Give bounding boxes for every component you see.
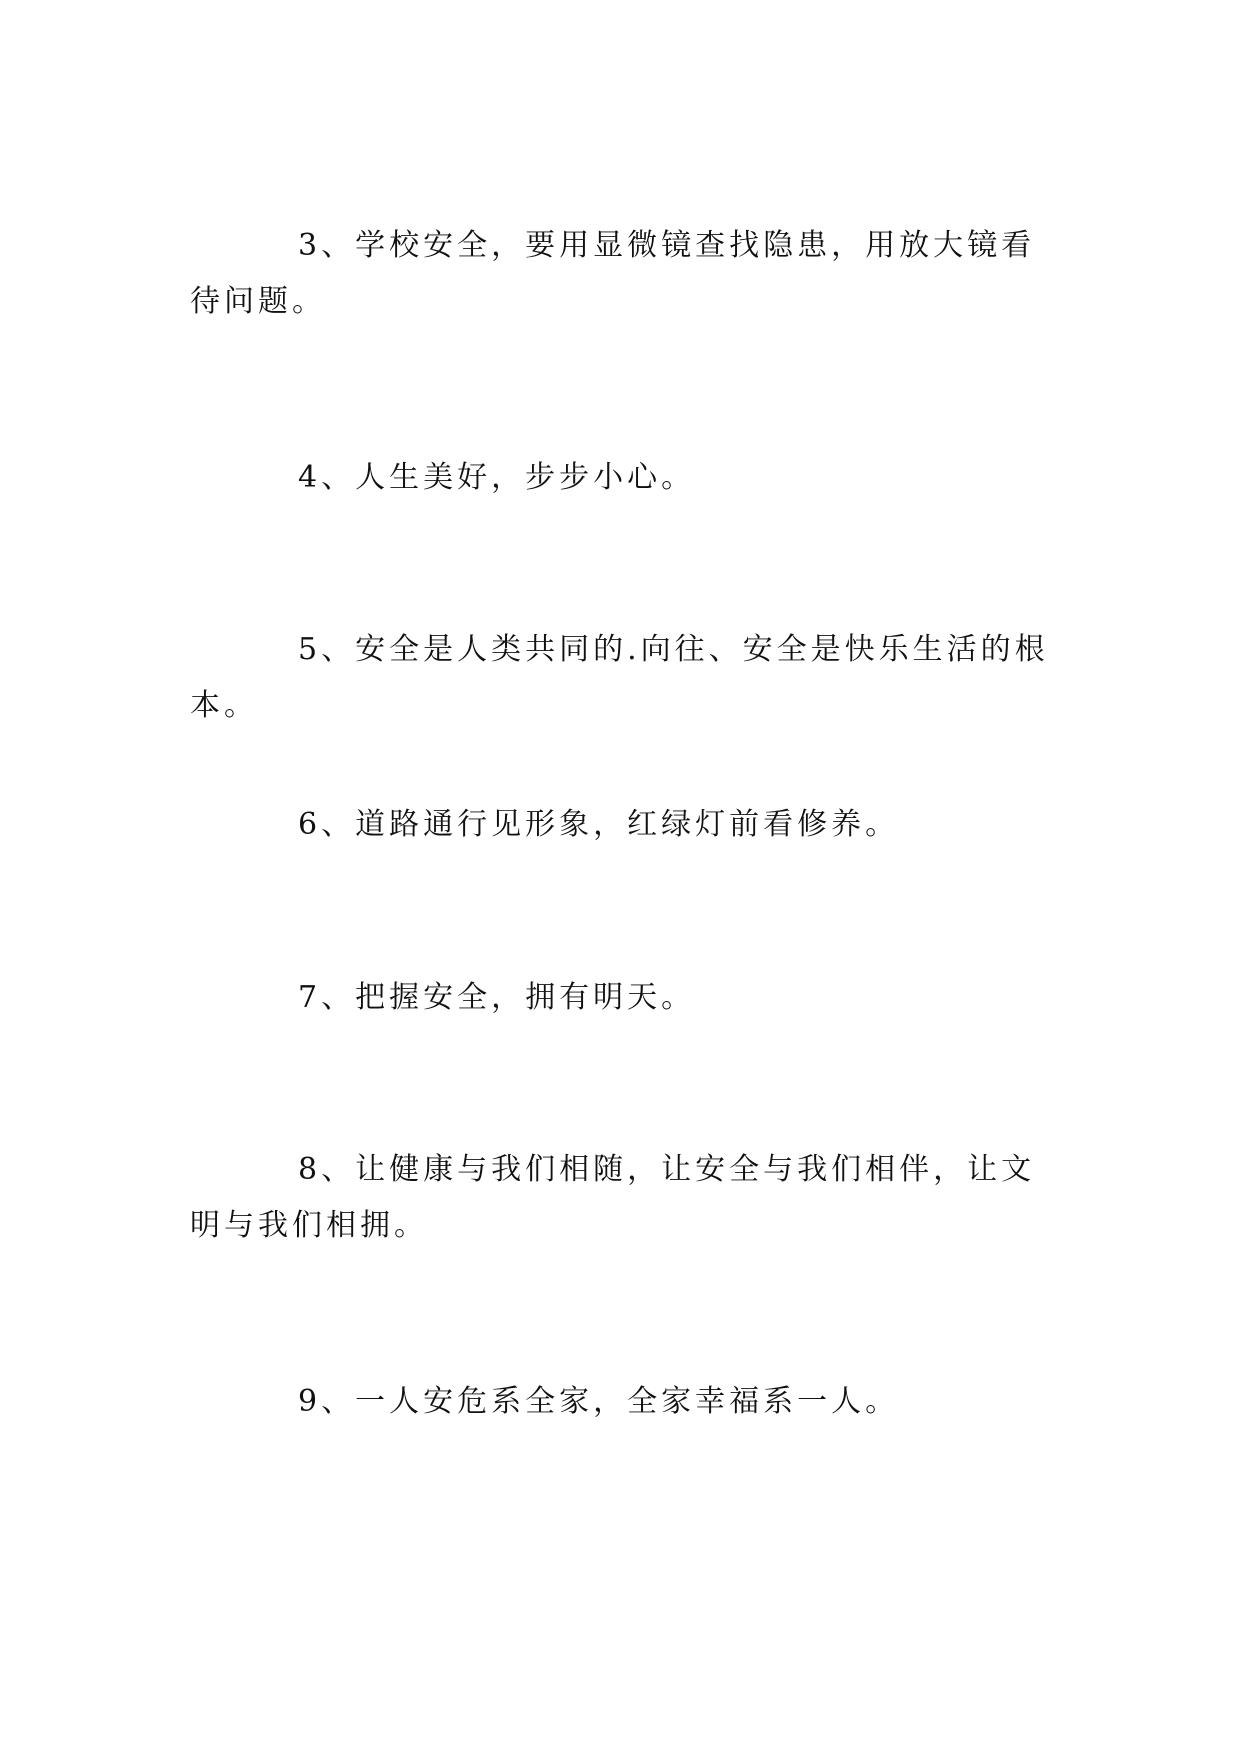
slogan-paragraph-3: 3、学校安全，要用显微镜查找隐患，用放大镜看待问题。 (190, 228, 1036, 319)
slogan-paragraph-6: 6、道路通行见形象，红绿灯前看修养。 (298, 807, 900, 842)
slogan-paragraph-8: 8、让健康与我们相随，让安全与我们相伴，让文明与我们相拥。 (190, 1152, 1036, 1243)
slogan-paragraph-9: 9、一人安危系全家，全家幸福系一人。 (298, 1384, 900, 1419)
slogan-paragraph-4: 4、人生美好，步步小心。 (298, 460, 696, 495)
slogan-paragraph-5: 5、安全是人类共同的.向往、安全是快乐生活的根本。 (190, 632, 1049, 723)
slogan-paragraph-7: 7、把握安全，拥有明天。 (298, 980, 696, 1015)
